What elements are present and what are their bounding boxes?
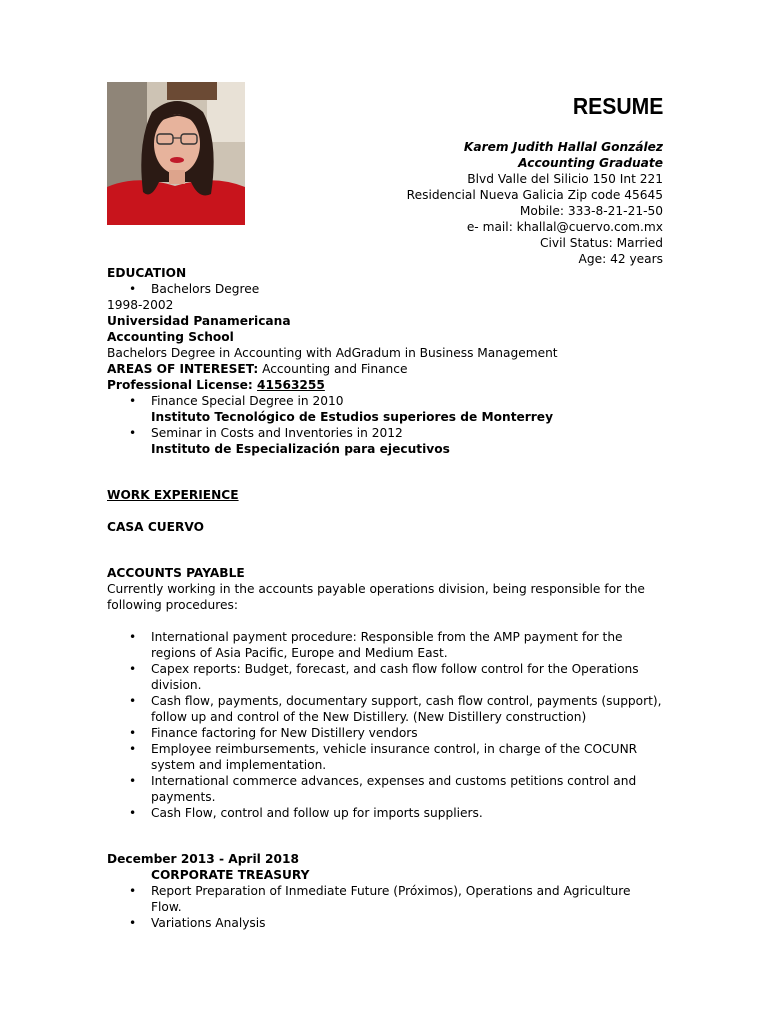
university-name: Universidad Panamericana bbox=[107, 314, 291, 328]
candidate-role: Accounting Graduate bbox=[518, 156, 663, 170]
accounts-payable-list bbox=[107, 629, 663, 821]
email: e- mail: khallal@cuervo.com.mx bbox=[466, 220, 663, 234]
list-item: • Variations Analysis bbox=[151, 915, 663, 931]
accounts-payable-intro: Currently working in the accounts payable operations division, being responsible for the following procedures: bbox=[107, 582, 645, 612]
professional-license bbox=[107, 377, 663, 393]
education-years: 1998-2002 bbox=[107, 298, 174, 312]
list-item: • Bachelors Degree bbox=[151, 281, 663, 297]
resume-body bbox=[107, 265, 663, 931]
course-institution: Instituto de Especialización para ejecutivos bbox=[151, 442, 450, 456]
license-label: Professional License: bbox=[107, 378, 253, 392]
degree-description: Bachelors Degree in Accounting with AdGradum in Business Management bbox=[107, 346, 558, 360]
employment-period: December 2013 - April 2018 bbox=[107, 852, 299, 866]
list-item bbox=[151, 425, 663, 457]
mobile: Mobile: 333-8-21-21-50 bbox=[519, 204, 663, 218]
course-name: • Finance Special Degree in 2010 bbox=[151, 394, 344, 408]
company-name: CASA CUERVO bbox=[107, 520, 204, 534]
treasury-list bbox=[107, 883, 663, 931]
areas-label: AREAS OF INTERESET: bbox=[107, 362, 259, 376]
resume-title: RESUME bbox=[572, 93, 663, 119]
list-item: • Cash flow, payments, documentary support, cash flow control, payments (support), follow up and control of the New Distillery. (New Distillery construction) bbox=[151, 693, 663, 725]
age: Age: 42 years bbox=[578, 252, 663, 266]
list-item bbox=[151, 393, 663, 425]
education-degree-list bbox=[107, 281, 663, 297]
list-item: • Employee reimbursements, vehicle insurance control, in charge of the COCUNR system and implementation. bbox=[151, 741, 663, 773]
course-name: • Seminar in Costs and Inventories in 2012 bbox=[151, 426, 403, 440]
courses-list bbox=[107, 393, 663, 457]
list-item: • International payment procedure: Responsible from the AMP payment for the regions of Asia Pacific, Europe and Medium East. bbox=[151, 629, 663, 661]
list-item: • Report Preparation of Inmediate Future (Próximos), Operations and Agriculture Flow. bbox=[151, 883, 663, 915]
education-heading: EDUCATION bbox=[107, 266, 187, 280]
candidate-name: Karem Judith Hallal González bbox=[463, 140, 663, 154]
course-institution: Instituto Tecnológico de Estudios superiores de Monterrey bbox=[151, 410, 554, 424]
contact-block bbox=[407, 139, 663, 267]
address-line-2: Residencial Nueva Galicia Zip code 45645 bbox=[406, 188, 663, 202]
license-number: 41563255 bbox=[257, 378, 325, 392]
areas-value: Accounting and Finance bbox=[258, 362, 408, 376]
areas-of-interest bbox=[107, 361, 663, 377]
work-experience-heading: WORK EXPERIENCE bbox=[107, 488, 239, 502]
list-item: • Capex reports: Budget, forecast, and cash flow follow control for the Operations division. bbox=[151, 661, 663, 693]
accounts-payable-heading: ACCOUNTS PAYABLE bbox=[107, 566, 245, 580]
corporate-treasury-heading: CORPORATE TREASURY bbox=[151, 868, 310, 882]
portrait-image bbox=[107, 82, 245, 225]
list-item: • Cash Flow, control and follow up for imports suppliers. bbox=[151, 805, 663, 821]
address-line-1: Blvd Valle del Silicio 150 Int 221 bbox=[467, 172, 663, 186]
civil-status: Civil Status: Married bbox=[540, 236, 663, 250]
list-item: • International commerce advances, expenses and customs petitions control and payments. bbox=[151, 773, 663, 805]
profile-photo bbox=[107, 82, 245, 225]
school-name: Accounting School bbox=[107, 330, 234, 344]
list-item: • Finance factoring for New Distillery vendors bbox=[151, 725, 663, 741]
